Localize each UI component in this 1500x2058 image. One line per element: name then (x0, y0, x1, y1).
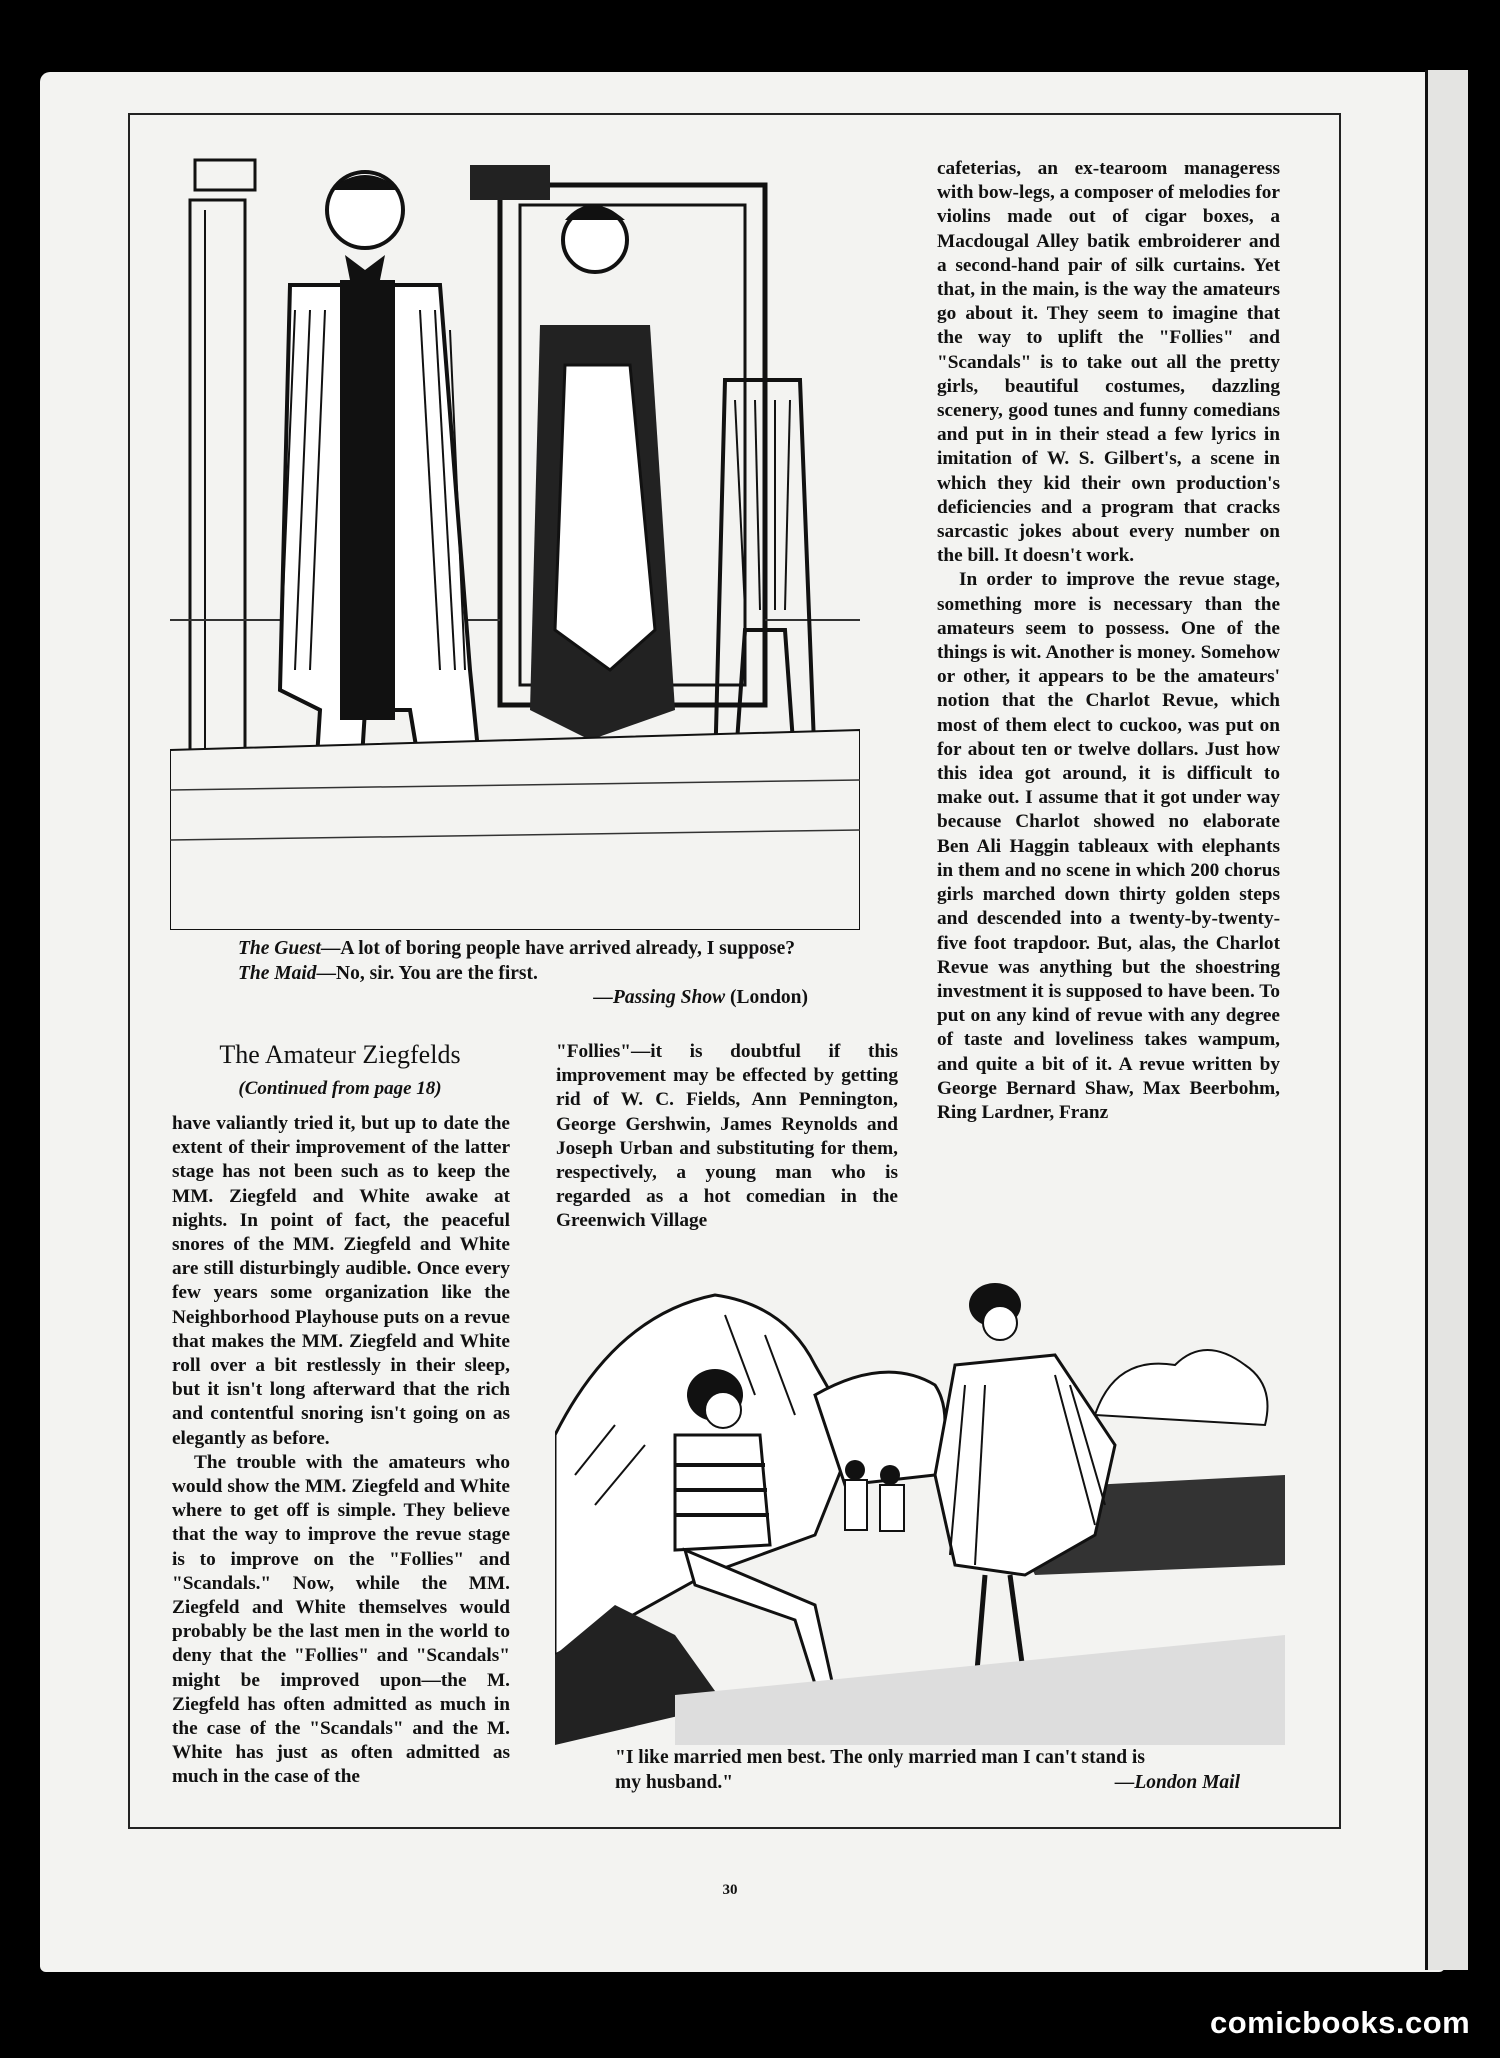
col3-para-2: In order to improve the revue stage, something more is necessary than the amateurs seem to possess. One of the things is wit. Another is money. Somehow or other, it appears to be the amateurs' notion that the Charlot Revue, which most of them elect to cuckoo, was put on for about ten or twelve dollars. Just how this idea got around, it is difficult to make out. I assume that it got under way because Charlot showed no elaborate Ben Ali Haggin tableaux with elephants in them and no scene in which 200 chorus girls marched down thirty golden steps and descended into a twenty-by-twenty-five foot trapdoor. But, alas, the Charlot Revue was anything but the shoestring investment it is supposed to have been. To put on any kind of revue with any degree of taste and loveliness takes wampum, and quite a bit of it. A revue written by George Bernard Shaw, Max Beerbohm, Ring Lardner, Franz (937, 569, 1280, 1123)
cartoon-beach-scene (555, 1275, 1285, 1745)
cartoon2-caption (615, 1746, 1255, 1795)
credit-place: (London) (725, 987, 808, 1008)
facing-page-edge (1425, 70, 1468, 1970)
cartoon1-credit (238, 986, 838, 1011)
speaker-maid: The Maid (238, 962, 317, 984)
guest-line-text: —A lot of boring people have arrived already, I suppose? (320, 938, 796, 959)
speaker-guest: The Guest (238, 938, 321, 959)
beach-illustration (555, 1275, 1285, 1745)
maid-line-text: —No, sir. You are the first. (316, 962, 538, 984)
credit-source: —Passing Show (593, 987, 726, 1008)
col3-para-1: cafeterias, an ex-tearoom manageress with bow-legs, a composer of melodies for violins made out of cigar boxes, a Macdougal Alley batik embroiderer and a second-hand pair of silk curtains. Yet that, in the main, is the way the amateurs go about it. They seem to imagine that the way to uplift the "Follies" and "Scandals" is to take out all the pretty girls, beautiful costumes, dazzling scenery, good tunes and funny comedians and put in in their stead a few lyrics in imitation of W. S. Gilbert's, a scene in which they kid their own production's deficiencies and a program that cracks sarcastic jokes about every number on the bill. It doesn't work. (937, 158, 1280, 567)
col1-para-2: The trouble with the amateurs who would show the MM. Ziegfeld and White where to get off is simple. They believe that the way to improve the revue stage is to improve on the "Follies" and "Scandals." Now, while the MM. Ziegfeld and White themselves would probably be the last men in the world to deny that the "Follies" and "Scandals" might be improved upon—the M. Ziegfeld has often admitted as much in the case of the "Scandals" and the M. White has just as often admitted as much in the case of the (172, 1451, 510, 1788)
article-column-1 (172, 1112, 510, 1790)
article-title: The Amateur Ziegfelds (219, 1040, 461, 1069)
article-column-2 (556, 1040, 898, 1234)
watermark: comicbooks.com (1210, 2005, 1471, 2040)
cartoon-guest-and-maid (170, 150, 860, 930)
continued-note: (Continued from page 18) (238, 1078, 442, 1099)
guest-maid-illustration (170, 150, 860, 930)
col1-para-1: have valiantly tried it, but up to date the extent of their improvement of the latter stage has not been such as to keep the MM. Ziegfeld and White awake at nights. In point of fact, the peaceful snores of the MM. Ziegfeld and White are still disturbingly audible. Once every few years some organization like the Neighborhood Playhouse puts on a revue that makes the MM. Ziegfeld and White roll over a bit restlessly in their sleep, but it isn't long afterward that the rich and contentful snoring isn't going on as elegantly as before. (172, 1113, 510, 1449)
cartoon2-credit: —London Mail (1114, 1771, 1240, 1793)
caption-guest-line (238, 937, 838, 962)
cartoon2-caption-line2: my husband." (615, 1771, 734, 1793)
col2-para-1: "Follies"—it is doubtful if this improvement may be effected by getting rid of W. C. Fields, Ann Pennington, George Gershwin, James Reynolds and Joseph Urban and substituting for them, respectively, a young man who is regarded as a hot comedian in the Greenwich Village (556, 1041, 898, 1232)
cartoon2-caption-line1: "I like married men best. The only married man I can't stand is (615, 1747, 1145, 1768)
article-column-3 (937, 157, 1280, 1125)
cartoon2-caption-line2-row (615, 1771, 1255, 1796)
cartoon1-caption (238, 937, 838, 1011)
caption-maid-line (238, 962, 838, 987)
page-number: 30 (722, 1882, 738, 1898)
